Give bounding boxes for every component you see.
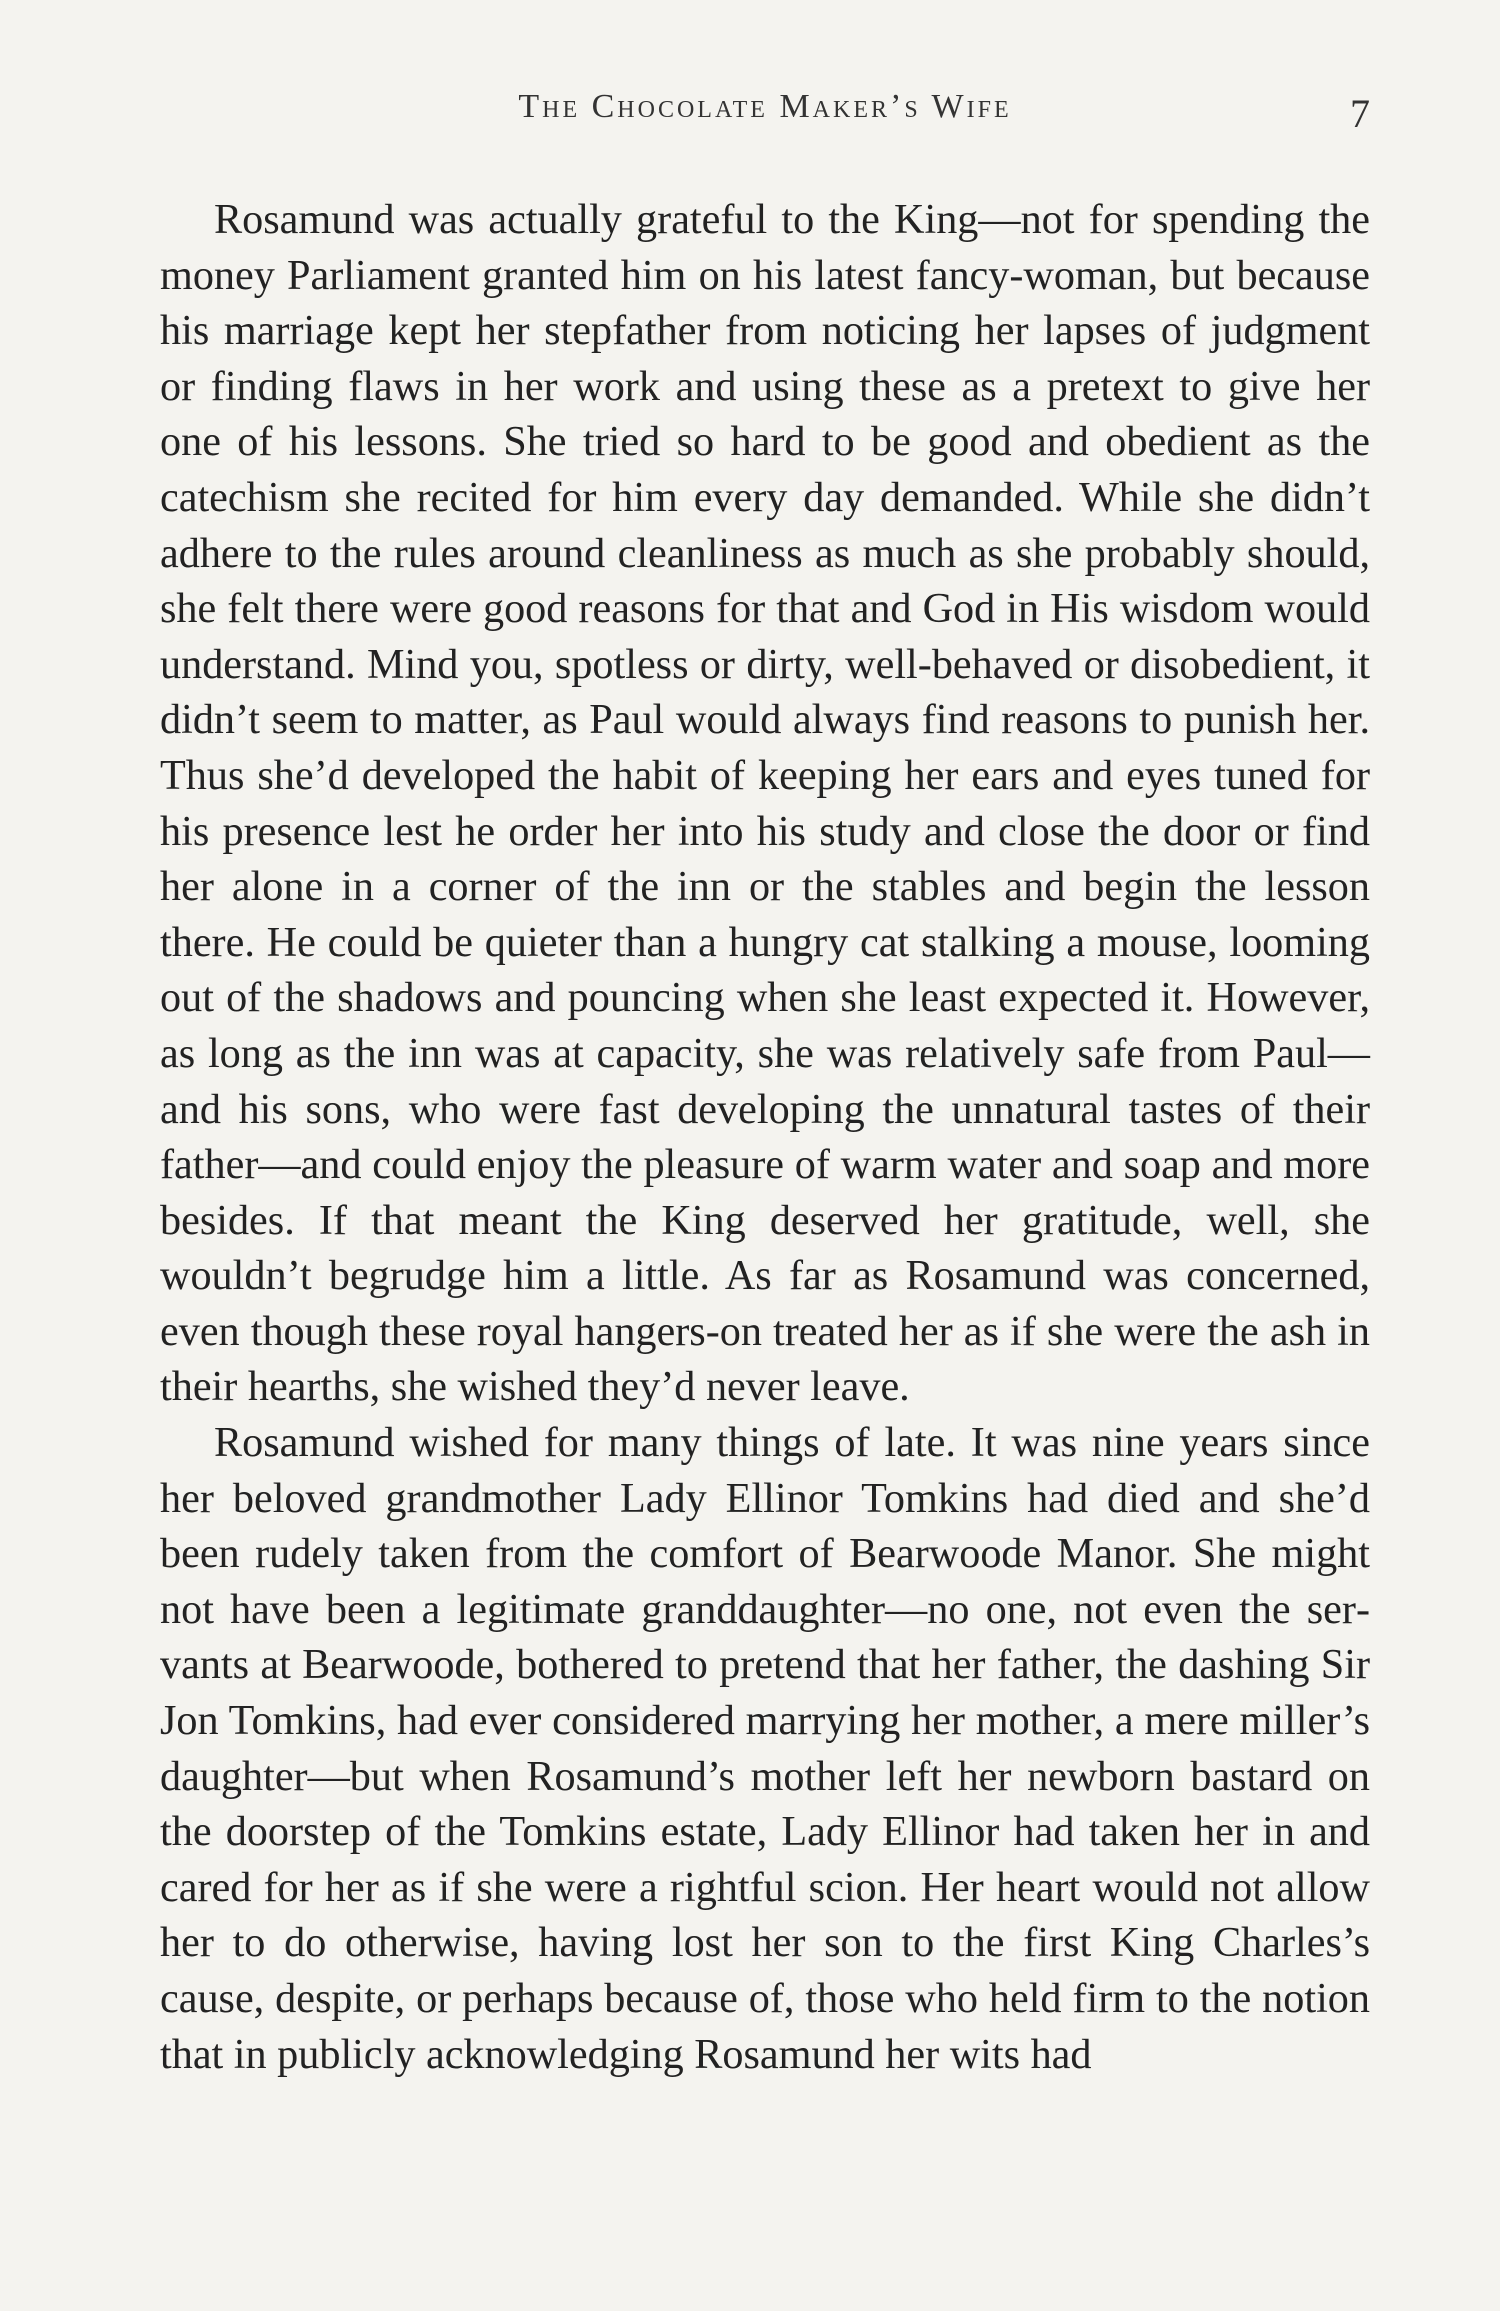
book-title: The Chocolate Maker’s Wife [518, 88, 1012, 125]
paragraph: Rosamund wished for many things of late. It was nine years since her beloved grandmother Lady Ellinor Tomkins had died and she’d been rudely taken from the comfort of Bearwoode Manor. She might not have been a legitimate granddaughter—no one, not even the servants at Bearwoode, bothered to pretend that her father, the dashing Sir Jon Tomkins, had ever considered marrying her mother, a mere miller’s daughter—but when Rosamund’s mother left her newborn bastard on the doorstep of the Tomkins estate, Lady Ellinor had taken her in and cared for her as if she were a rightful scion. Her heart would not allow her to do otherwise, having lost her son to the first King Charles’s cause, despite, or perhaps because of, those who held firm to the notion that in publicly acknowledging Rosamund her wits had [160, 1419, 1370, 2078]
page-number: 7 [1350, 91, 1370, 136]
running-header [160, 78, 1370, 138]
body-text [160, 192, 1370, 2082]
paragraph: Rosamund was actually grateful to the King—not for spending the money Parliament granted him on his latest fancy-woman, but because his marriage kept her stepfather from noticing her lapses of judgment or finding flaws in her work and using these as a pretext to give her one of his lessons. She tried so hard to be good and obedient as the catechism she recited for him every day demanded. While she didn’t adhere to the rules around cleanliness as much as she probably should, she felt there were good reasons for that and God in His wisdom would understand. Mind you, spotless or dirty, well-behaved or disobedient, it didn’t seem to matter, as Paul would always find reasons to punish her. Thus she’d developed the habit of keeping her ears and eyes tuned for his presence lest he order her into his study and close the door or find her alone in a corner of the inn or the stables and begin the lesson there. He could be quieter than a hungry cat stalking a mouse, looming out of the shadows and pouncing when she least expected it. However, as long as the inn was at capacity, she was relatively safe from Paul—and his sons, who were fast developing the unnatural tastes of their father—and could enjoy the pleasure of warm water and soap and more besides. If that meant the King deserved her gratitude, well, she wouldn’t begrudge him a little. As far as Rosamund was concerned, even though these royal hangers-on treated her as if she were the ash in their hearths, she wished they’d never leave. [160, 196, 1370, 1411]
